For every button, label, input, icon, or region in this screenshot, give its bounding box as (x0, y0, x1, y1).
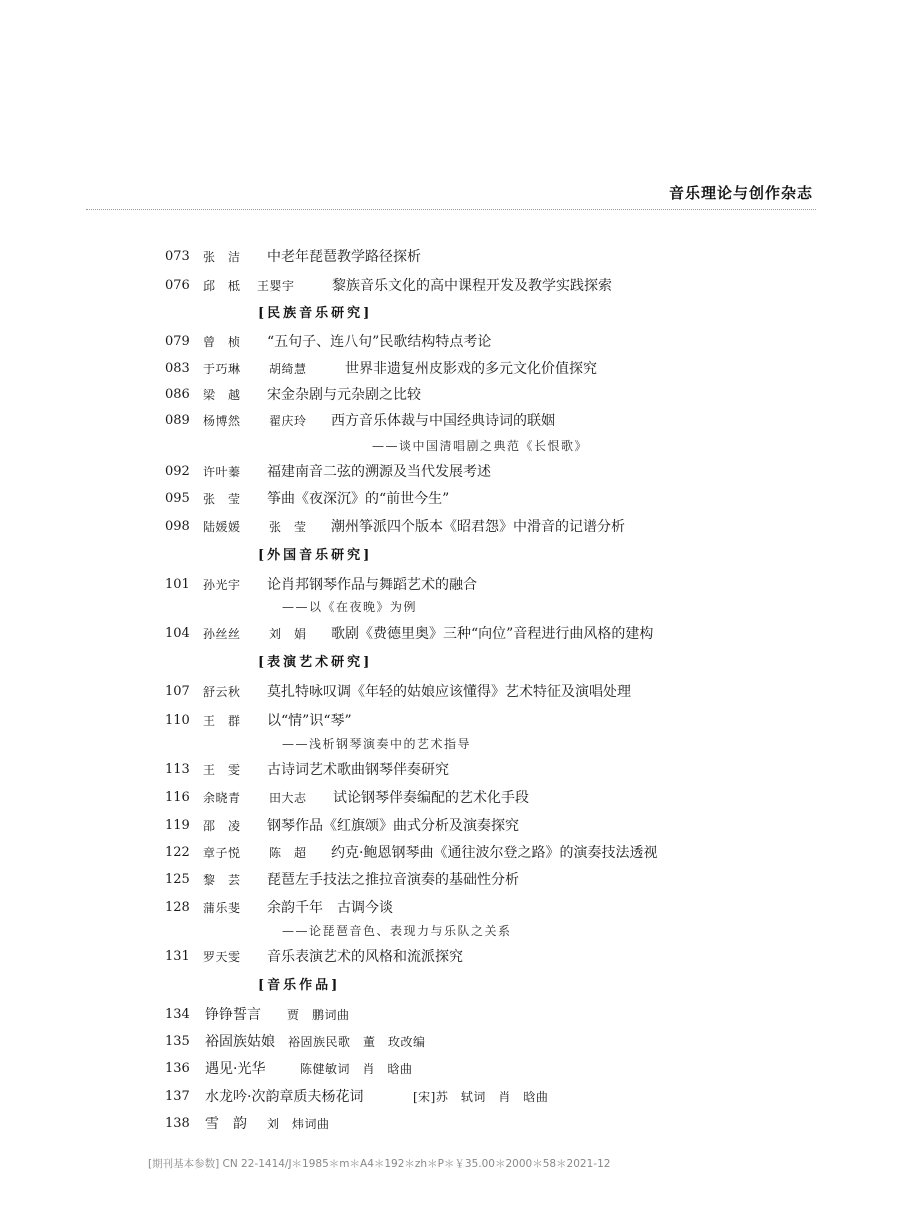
page-number: 134 (165, 1007, 190, 1022)
page-number: 131 (165, 949, 190, 964)
work-title: 雪 韵 (205, 1116, 247, 1132)
author: 邵 凌 (203, 819, 241, 833)
article-title: 宋金杂剧与元杂剧之比较 (267, 387, 421, 403)
author: 孙丝丝 (203, 627, 241, 641)
page-number: 098 (165, 519, 190, 534)
author: 蒲乐斐 (203, 901, 241, 915)
article-title: 琵琶左手技法之推拉音演奏的基础性分析 (267, 872, 519, 888)
article-title: 古诗词艺术歌曲钢琴伴奏研究 (267, 762, 449, 778)
author: 孙光宇 (203, 578, 241, 592)
journal-header-title: 音乐理论与创作杂志 (668, 184, 813, 202)
page-number: 122 (165, 845, 190, 860)
section-heading-ethnic-music: [民族音乐研究] (258, 306, 373, 321)
author: 王 群 (203, 714, 241, 728)
author: 张 莹 (203, 492, 241, 506)
author: 于巧琳 (203, 362, 241, 376)
article-title: 论肖邦钢琴作品与舞蹈艺术的融合 (267, 577, 477, 593)
co-author: 陈 超 (269, 846, 307, 860)
co-author: 王婴宇 (257, 279, 295, 293)
work-title: 裕固族姑娘 (205, 1034, 275, 1050)
author: 王 雯 (203, 763, 241, 777)
author: 罗天雯 (203, 950, 241, 964)
work-title: 遇见·光华 (205, 1061, 266, 1077)
author: 余晓青 (203, 791, 241, 805)
co-author: 刘 娟 (269, 627, 307, 641)
article-title: “五句子、连八句”民歌结构特点考论 (267, 334, 492, 350)
page-number: 138 (165, 1116, 190, 1131)
page-number: 079 (165, 334, 190, 349)
article-title: 世界非遗复州皮影戏的多元文化价值探究 (345, 361, 597, 377)
article-title: 莫扎特咏叹调《年轻的姑娘应该懂得》艺术特征及演唱处理 (267, 684, 631, 700)
page-number: 137 (165, 1089, 190, 1104)
page-number: 092 (165, 464, 190, 479)
article-subtitle: ——谈中国清唱剧之典范《长恨歌》 (372, 439, 589, 453)
article-title: 钢琴作品《红旗颂》曲式分析及演奏探究 (267, 818, 519, 834)
article-title: 以“情”识“琴” (267, 713, 352, 729)
article-title: 约克·鲍恩钢琴曲《通往波尔登之路》的演奏技法透视 (331, 845, 658, 861)
co-author: 张 莹 (269, 520, 307, 534)
page-number: 128 (165, 900, 190, 915)
co-author: 胡绮慧 (269, 362, 307, 376)
author: 许叶蓁 (203, 465, 241, 479)
author: 章子悦 (203, 846, 241, 860)
page-number: 110 (165, 713, 190, 728)
page-number: 135 (165, 1034, 190, 1049)
page-number: 125 (165, 872, 190, 887)
co-author: 田大志 (269, 791, 307, 805)
page-number: 101 (165, 577, 190, 592)
co-author: 翟庆玲 (269, 414, 307, 428)
work-title: 铮铮誓言 (205, 1007, 261, 1023)
article-title: 筝曲《夜深沉》的“前世今生” (267, 491, 450, 507)
page-number: 136 (165, 1061, 190, 1076)
work-credit: [宋]苏 轼词 肖 晗曲 (413, 1090, 549, 1104)
author: 张 洁 (203, 250, 241, 264)
page-number: 073 (165, 249, 190, 264)
page-number: 076 (165, 278, 190, 293)
author: 梁 越 (203, 388, 241, 402)
work-credit: 贾 鹏词曲 (287, 1008, 350, 1022)
page-number: 104 (165, 626, 190, 641)
author: 黎 芸 (203, 873, 241, 887)
section-heading-foreign-music: [外国音乐研究] (258, 548, 373, 563)
article-subtitle: ——以《在夜晚》为例 (282, 600, 418, 614)
section-heading-performing-arts: [表演艺术研究] (258, 655, 373, 670)
page-number: 119 (165, 818, 190, 833)
page-number: 095 (165, 491, 190, 506)
author: 邱 柢 (203, 279, 241, 293)
author: 曾 桢 (203, 335, 241, 349)
article-title: 西方音乐体裁与中国经典诗词的联姻 (331, 413, 555, 429)
author: 杨博然 (203, 414, 241, 428)
work-credit: 陈健敏词 肖 晗曲 (300, 1062, 413, 1076)
article-title: 音乐表演艺术的风格和流派探究 (267, 949, 463, 965)
page-number: 113 (165, 762, 190, 777)
article-title: 歌剧《费德里奥》三种“向位”音程进行曲风格的建构 (331, 626, 654, 642)
article-title: 中老年琵琶教学路径探析 (267, 249, 421, 265)
article-title: 试论钢琴伴奏编配的艺术化手段 (333, 790, 529, 806)
page-number: 086 (165, 387, 190, 402)
author: 陆媛媛 (203, 520, 241, 534)
work-credit: 刘 炜词曲 (267, 1117, 330, 1131)
journal-parameters-footer: [期刊基本参数] CN 22-1414/J＊1985＊m＊A4＊192＊zh＊P＊￥35.00＊2000＊58＊2021-12 (148, 1158, 611, 1170)
article-title: 黎族音乐文化的高中课程开发及教学实践探索 (332, 278, 612, 294)
article-title: 余韵千年 古调今谈 (267, 900, 393, 916)
article-title: 福建南音二弦的溯源及当代发展考述 (267, 464, 491, 480)
section-heading-music-works: [音乐作品] (258, 978, 341, 993)
work-credit: 裕固族民歌 董 玫改编 (288, 1035, 426, 1049)
article-subtitle: ——浅析钢琴演奏中的艺术指导 (282, 737, 472, 751)
page-number: 116 (165, 790, 190, 805)
page-number: 089 (165, 413, 190, 428)
page-number: 083 (165, 361, 190, 376)
page-number: 107 (165, 684, 190, 699)
article-title: 潮州筝派四个版本《昭君怨》中滑音的记谱分析 (331, 519, 625, 535)
author: 舒云秋 (203, 685, 241, 699)
article-subtitle: ——论琵琶音色、表现力与乐队之关系 (282, 924, 512, 938)
work-title: 水龙吟·次韵章质夫杨花词 (205, 1089, 364, 1105)
